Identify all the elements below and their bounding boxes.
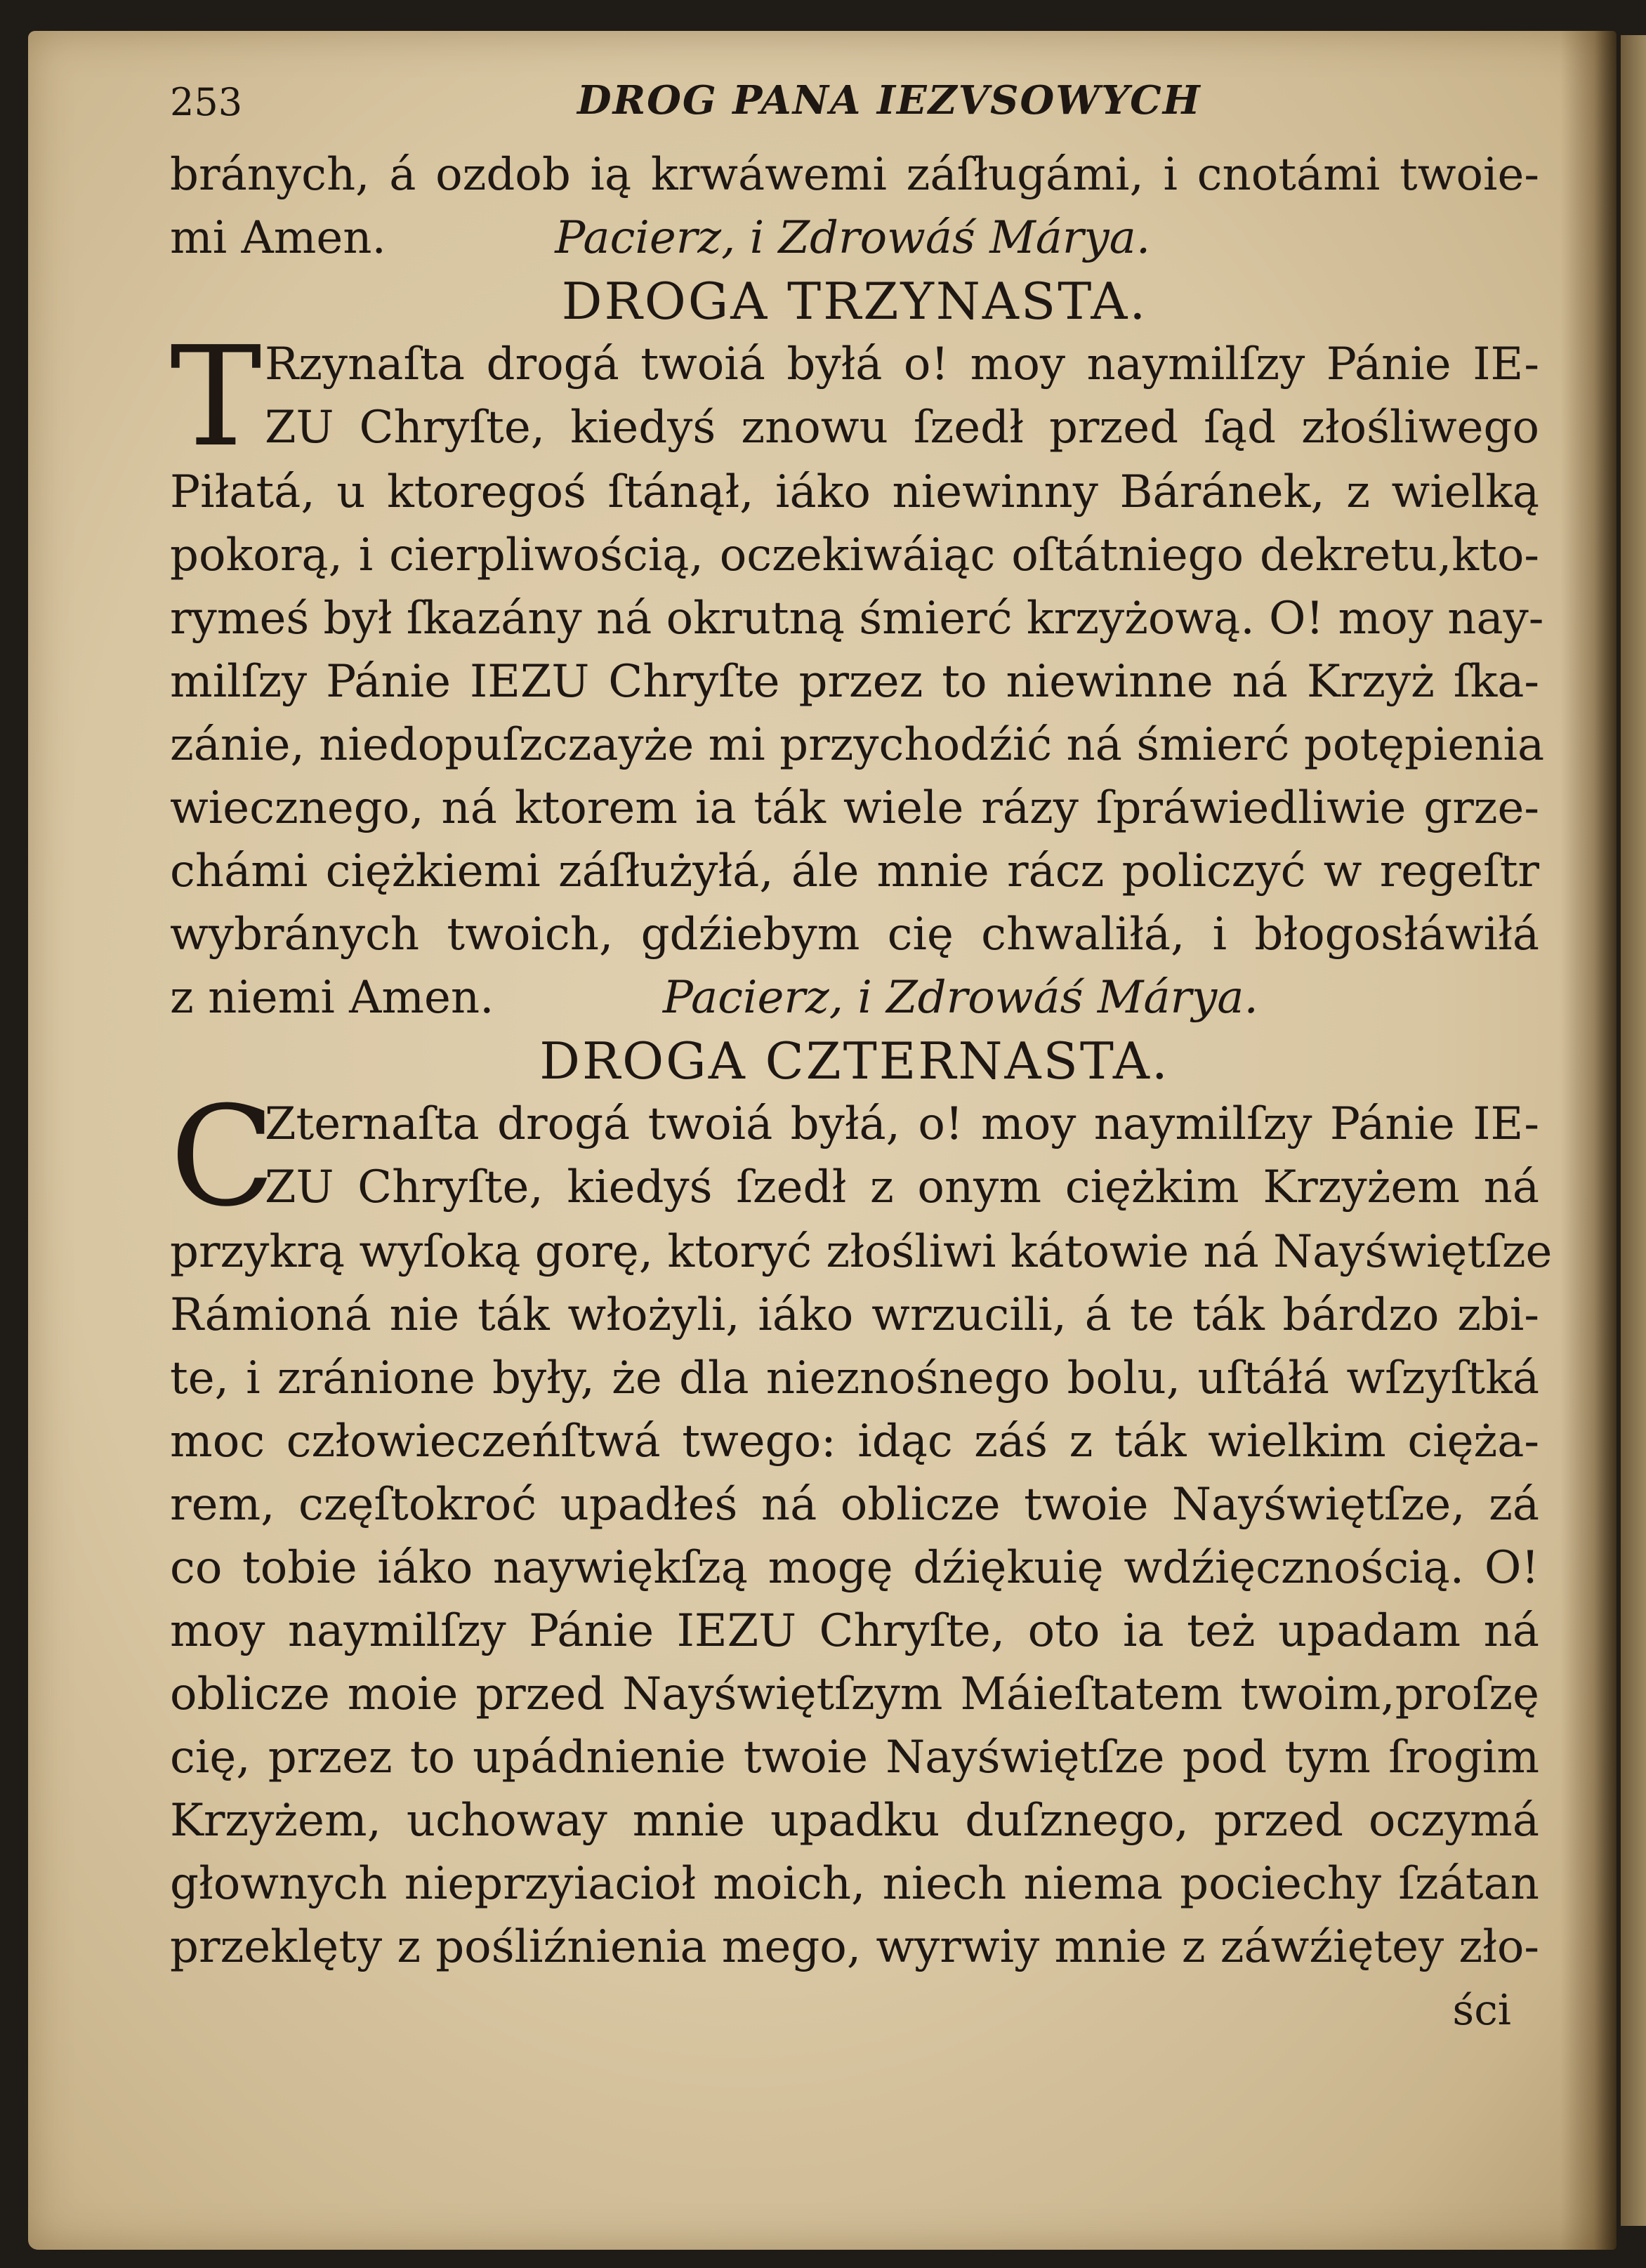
text-line: Rzynaſta drogá twoiá byłá o! moy naymilſzy Pánie IE-	[265, 338, 1539, 390]
text-line: pokorą, i cierpliwością, oczekiwáiąc oſtátniego dekretu,kto-	[170, 529, 1539, 581]
closing-words: mi Amen.	[170, 212, 386, 264]
adjacent-page-edge	[1621, 35, 1646, 2226]
text-line: zánie, niedopuſzczayże mi przychodźić ná śmierć potępienia	[170, 719, 1545, 771]
text-line: cię, przez to upádnienie twoie Nayświętſze pod tym ſrogim	[170, 1732, 1539, 1784]
section-heading-14: DROGA CZTERNASTA.	[539, 1031, 1170, 1090]
running-head: DROG PANA IEZVSOWYCH	[577, 77, 1201, 124]
drop-cap: C	[170, 1093, 275, 1220]
text-line: ZU Chryſte, kiedyś ſzedł z onym ciężkim Krzyżem ná	[265, 1161, 1539, 1213]
page-text	[170, 76, 1553, 2042]
text-line: moc człowieczeńſtwá twego: idąc záś z ták wielkim cięża-	[170, 1416, 1539, 1468]
text-line: ZU Chryſte, kiedyś znowu ſzedł przed ſąd złośliwego	[265, 402, 1539, 454]
text-line: moy naymilſzy Pánie IEZU Chryſte, oto ia też upadam ná	[170, 1605, 1539, 1657]
text-line: przeklęty z pośliźnienia mego, wyrwiy mnie z záwźiętey zło-	[170, 1921, 1539, 1973]
text-line: wiecznego, ná ktorem ia ták wiele rázy ſpráwiedliwie grze-	[170, 782, 1539, 834]
text-line: te, i zránione były, że dla nieznośnego bolu, uſtáłá wſzyſtká	[170, 1352, 1539, 1404]
page-gutter-shadow	[1560, 31, 1617, 2250]
text-line: Krzyżem, uchoway mnie upadku duſznego, przed oczymá	[170, 1795, 1539, 1847]
previous-paragraph-end	[170, 143, 1539, 270]
prayer-rubric: Pacierz, i Zdrowáś Márya.	[662, 972, 1258, 1024]
catchword: ści	[1452, 1986, 1511, 2035]
text-line: wybránych twoich, gdźiebym cię chwaliłá, i błogosłáwiłá	[170, 909, 1539, 961]
section-heading-13: DROGA TRZYNASTA.	[561, 272, 1148, 331]
text-line: bránych, á ozdob ią krwáwemi záſługámi, i cnotámi twoie-	[170, 149, 1539, 201]
page-header	[170, 76, 1539, 143]
text-line: przykrą wyſoką gorę, ktoryć złośliwi kátowie ná Nayświętſze	[170, 1226, 1553, 1278]
text-line: rymeś był ſkazány ná okrutną śmierć krzyżową. O! moy nay-	[170, 593, 1544, 645]
closing-words: z niemi Amen.	[170, 972, 494, 1024]
text-line: rem, częſtokroć upadłeś ná oblicze twoie Nayświętſze, zá	[170, 1479, 1539, 1531]
text-line: Piłatá, u ktoregoś ſtánął, iáko niewinny Báránek, z wielką	[170, 466, 1539, 518]
text-line: oblicze moie przed Nayświętſzym Máieſtatem twoim,proſzę	[170, 1668, 1539, 1720]
page-number: 253	[170, 80, 243, 124]
text-line-last	[170, 206, 1539, 270]
text-line: milſzy Pánie IEZU Chryſte przez to niewinne ná Krzyż ſka-	[170, 656, 1539, 708]
prayer-rubric: Pacierz, i Zdrowáś Márya.	[555, 212, 1151, 264]
text-line: chámi ciężkiemi záſłużyłá, ále mnie rácz policzyć w regeſtr	[170, 845, 1539, 897]
drop-cap: T	[170, 333, 262, 461]
text-line: co tobie iáko naywiękſzą mogę dźiękuię wdźięcznością. O!	[170, 1542, 1539, 1594]
text-line: Zternaſta drogá twoiá byłá, o! moy naymilſzy Pánie IE-	[265, 1098, 1539, 1150]
section-14-paragraph	[170, 1093, 1539, 1220]
text-line: głownych nieprzyiacioł moich, niech niema pociechy ſzátan	[170, 1858, 1539, 1910]
section-13-paragraph	[170, 333, 1539, 461]
text-line: Rámioná nie ták włożyli, iáko wrzucili, á te ták bárdzo zbi-	[170, 1289, 1539, 1341]
text-line-last	[170, 966, 1539, 1029]
